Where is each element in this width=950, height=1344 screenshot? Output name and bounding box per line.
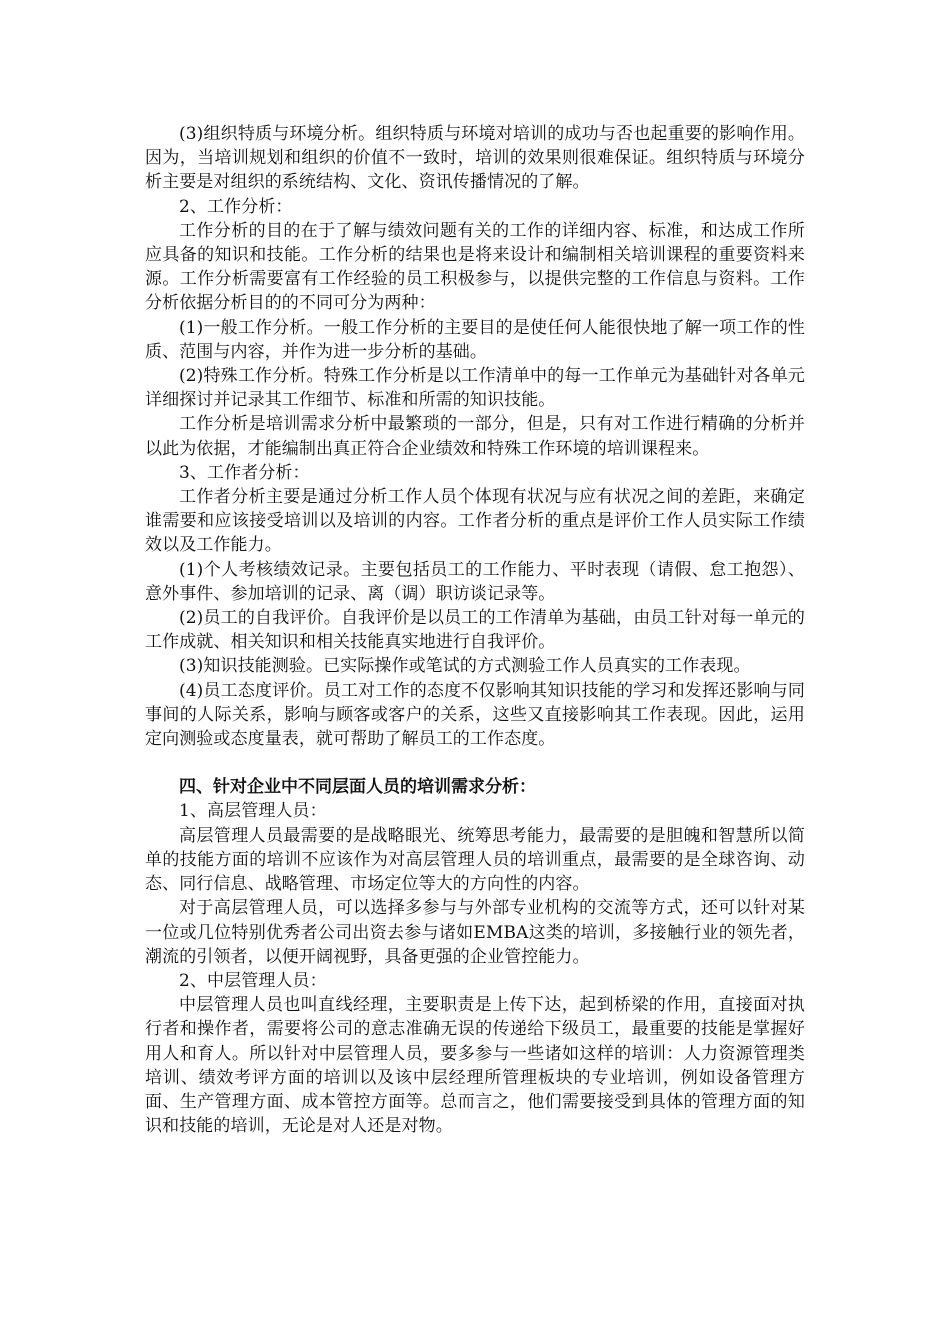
subheading-job-analysis: 2、工作分析： (179, 196, 293, 217)
paragraph-self-evaluation: (2)员工的自我评价。自我评价是以员工的工作清单为基础，由员工针对每一单元的工作成就、相关知识和相关技能真实地进行自我评价。 (145, 608, 805, 653)
subheading-middle-managers: 2、中层管理人员： (179, 970, 327, 991)
section-gap (145, 751, 805, 775)
section-heading-4: 四、针对企业中不同层面人员的培训需求分析： (179, 777, 536, 798)
paragraph-attitude-evaluation: (4)员工态度评价。员工对工作的态度不仅影响其知识技能的学习和发挥还影响与同事间的人际关系，影响与顾客或客户的关系，这些又直接影响其工作表现。因此，运用定向测验或态度量表，就可帮助了解员工的工作态度。 (145, 680, 805, 750)
paragraph-skill-test: (3)知识技能测验。已实际操作或笔试的方式测验工作人员真实的工作表现。 (179, 656, 751, 677)
paragraph-org-environment: (3)组织特质与环境分析。组织特质与环境对培训的成功与否也起重要的影响作用。因为，当培训规划和组织的价值不一致时，培训的效果则很难保证。组织特质与环境分析主要是对组织的系统结构、文化、资讯传播情况的了解。 (145, 124, 805, 193)
document-page (145, 122, 805, 1138)
paragraph-performance-record: (1)个人考核绩效记录。主要包括员工的工作能力、平时表现（请假、怠工抱怨）、意外事件、参加培训的记录、离（调）职访谈记录等。 (145, 559, 805, 604)
paragraph-senior-managers-methods: 对于高层管理人员，可以选择多参与与外部专业机构的交流等方式，还可以针对某一位或几位特别优秀者公司出资去参与诸如EMBA这类的培训，多接触行业的领先者，潮流的引领者，以便开阔视野，具备更强的企业管控能力。 (145, 898, 805, 967)
paragraph-job-analysis-summary: 工作分析是培训需求分析中最繁琐的一部分，但是，只有对工作进行精确的分析并以此为依据，才能编制出真正符合企业绩效和特殊工作环境的培训课程来。 (145, 414, 805, 459)
paragraph-job-analysis: 工作分析的目的在于了解与绩效问题有关的工作的详细内容、标准，和达成工作所应具备的知识和技能。工作分析的结果也是将来设计和编制相关培训课程的重要资料来源。工作分析需要富有工作经验的员工积极参与，以提供完整的工作信息与资料。工作分析依据分析目的的不同可分为两种： (145, 220, 805, 314)
paragraph-general-job-analysis: (1)一般工作分析。一般工作分析的主要目的是使任何人能很快地了解一项工作的性质、范围与内容，并作为进一步分析的基础。 (145, 317, 805, 362)
paragraph-worker-analysis: 工作者分析主要是通过分析工作人员个体现有状况与应有状况之间的差距，来确定谁需要和应该接受培训以及培训的内容。工作者分析的重点是评价工作人员实际工作绩效以及工作能力。 (145, 487, 805, 556)
subheading-worker-analysis: 3、工作者分析： (179, 462, 310, 483)
paragraph-middle-managers: 中层管理人员也叫直线经理，主要职责是上传下达，起到桥梁的作用，直接面对执行者和操作者，需要将公司的意志准确无误的传递给下级员工，最重要的技能是掌握好用人和育人。所以针对中层管理人员，要多参与一些诸如这样的培训：人力资源管理类培训、绩效考评方面的培训以及该中层经理所管理板块的专业培训，例如设备管理方面、生产管理方面、成本管控方面等。总而言之，他们需要接受到具体的管理方面的知识和技能的培训，无论是对人还是对物。 (145, 995, 805, 1137)
subheading-senior-managers: 1、高层管理人员： (179, 801, 327, 822)
paragraph-senior-managers-needs: 高层管理人员最需要的是战略眼光、统筹思考能力，最需要的是胆魄和智慧所以简单的技能方面的培训不应该作为对高层管理人员的培训重点，最需要的是全球咨询、动态、同行信息、战略管理、市场定位等大的方向性的内容。 (145, 825, 805, 895)
paragraph-special-job-analysis: (2)特殊工作分析。特殊工作分析是以工作清单中的每一工作单元为基础针对各单元详细探讨并记录其工作细节、标准和所需的知识技能。 (145, 366, 805, 411)
